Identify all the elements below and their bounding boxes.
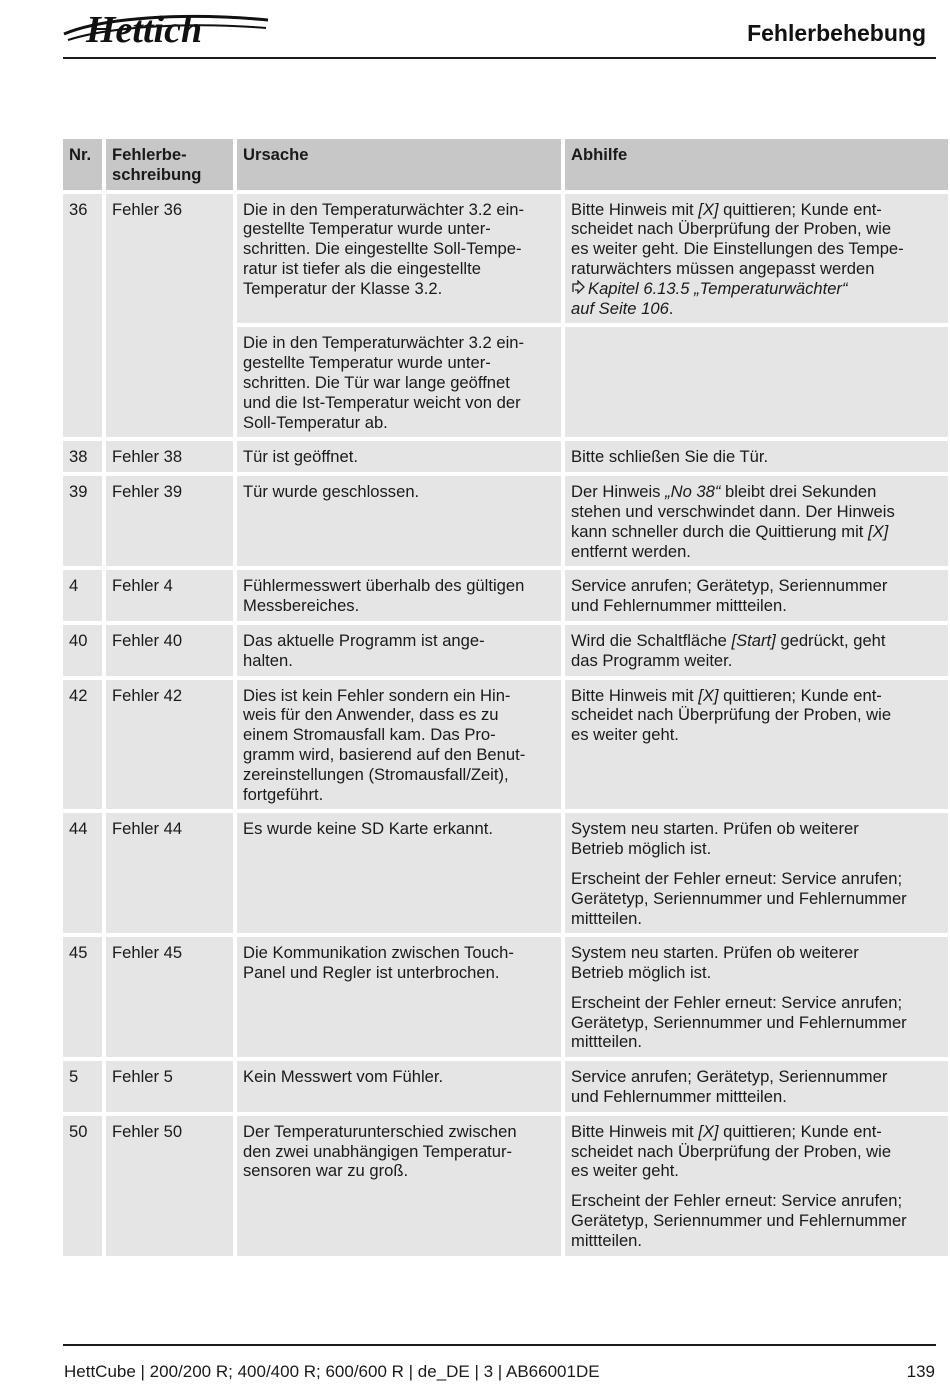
cell-description: Fehler 40	[106, 625, 233, 676]
cell-remedy-empty	[565, 327, 948, 437]
table-row	[63, 194, 948, 324]
table-header-row	[63, 139, 948, 190]
footer-divider	[63, 1344, 936, 1346]
page-section-title: Fehlerbehebung	[747, 20, 926, 46]
header-nr: Nr.	[63, 139, 102, 190]
cell-nr: 36	[63, 194, 102, 438]
cell-nr: 44	[63, 813, 102, 933]
cross-reference-icon	[571, 279, 588, 299]
header-divider	[63, 57, 936, 59]
cell-cause: Die Kommunikation zwischen Touch- Panel und Regler ist unterbrochen.	[237, 937, 561, 1057]
cell-remedy: Wird die Schaltfläche [Start] gedrückt, geht das Programm weiter.	[565, 625, 948, 676]
hettich-logo	[62, 4, 272, 48]
footer-document-info: HettCube | 200/200 R; 400/400 R; 600/600 R | de_DE | 3 | AB66001DE	[64, 1362, 600, 1381]
cell-description: Fehler 36	[106, 194, 233, 438]
cell-description: Fehler 42	[106, 680, 233, 810]
cell-nr: 38	[63, 441, 102, 472]
cell-cause: Die in den Temperaturwächter 3.2 ein- gestellte Temperatur wurde unter- schritten. Die eingestellte Soll-Tempe- ratur ist tiefer als die eingestellte Temperatur der Klasse 3.2.	[237, 194, 561, 324]
cell-remedy: Bitte Hinweis mit [X] quittieren; Kunde ent- scheidet nach Überprüfung der Proben, wie es weiter geht.	[565, 680, 948, 810]
cell-cause: Tür ist geöffnet.	[237, 441, 561, 472]
cross-reference-page[interactable]: auf Seite 106	[571, 298, 669, 318]
cell-remedy: Bitte schließen Sie die Tür.	[565, 441, 948, 472]
page-number: 139	[906, 1362, 935, 1381]
cell-remedy: Service anrufen; Gerätetyp, Seriennummer und Fehlernummer mittteilen.	[565, 1061, 948, 1112]
cell-cause: Kein Messwert vom Fühler.	[237, 1061, 561, 1112]
table-row	[63, 570, 948, 621]
cell-description: Fehler 44	[106, 813, 233, 933]
table-row	[63, 625, 948, 676]
cell-description: Fehler 39	[106, 476, 233, 566]
cell-cause: Es wurde keine SD Karte erkannt.	[237, 813, 561, 933]
table-row	[63, 937, 948, 1057]
header-cause: Ursache	[237, 139, 561, 190]
cell-remedy: System neu starten. Prüfen ob weiterer Betrieb möglich ist. Erscheint der Fehler erneut: Service anrufen; Gerätetyp, Seriennummer und Fehlernummer mittteilen.	[565, 937, 948, 1057]
header-remedy: Abhilfe	[565, 139, 948, 190]
logo-wordmark: Hettich	[86, 9, 203, 48]
table-row	[63, 1061, 948, 1112]
table-row	[63, 1116, 948, 1256]
header-description	[106, 139, 233, 190]
cell-cause: Tür wurde geschlossen.	[237, 476, 561, 566]
cell-nr: 40	[63, 625, 102, 676]
cell-cause: Das aktuelle Programm ist ange- halten.	[237, 625, 561, 676]
cell-description: Fehler 38	[106, 441, 233, 472]
cell-nr: 45	[63, 937, 102, 1057]
cell-cause: Der Temperaturunterschied zwischen den zwei unabhängigen Temperatur- sensoren war zu groß.	[237, 1116, 561, 1256]
cell-remedy: Service anrufen; Gerätetyp, Seriennummer und Fehlernummer mittteilen.	[565, 570, 948, 621]
cell-cause: Fühlermesswert überhalb des gültigen Messbereiches.	[237, 570, 561, 621]
cell-cause: Dies ist kein Fehler sondern ein Hin- weis für den Anwender, dass es zu einem Stromausfall kam. Das Pro- gramm wird, basierend auf den Benut- zereinstellungen (Stromausfall/Zeit), fortgeführt.	[237, 680, 561, 810]
cell-description: Fehler 45	[106, 937, 233, 1057]
cell-remedy: Bitte Hinweis mit [X] quittieren; Kunde ent- scheidet nach Überprüfung der Proben, wie es weiter geht. Erscheint der Fehler erneut: Service anrufen; Gerätetyp, Seriennummer und Fehlernummer mittteilen.	[565, 1116, 948, 1256]
error-table	[59, 135, 950, 1260]
cell-nr: 5	[63, 1061, 102, 1112]
cell-nr: 4	[63, 570, 102, 621]
cell-description: Fehler 5	[106, 1061, 233, 1112]
cell-cause: Die in den Temperaturwächter 3.2 ein- gestellte Temperatur wurde unter- schritten. Die Tür war lange geöffnet und die Ist-Temperatur weicht von der Soll-Temperatur ab.	[237, 327, 561, 437]
cell-remedy: Bitte Hinweis mit [X] quittieren; Kunde ent- scheidet nach Überprüfung der Proben, wie es weiter geht. Die Einstellungen des Tempe- raturwächters müssen angepasst werden Kapitel 6.13.5 „Temperaturwächter“ auf Seite 106.	[565, 194, 948, 324]
cell-description: Fehler 4	[106, 570, 233, 621]
table-row	[63, 813, 948, 933]
table-row	[63, 680, 948, 810]
cell-remedy: System neu starten. Prüfen ob weiterer Betrieb möglich ist. Erscheint der Fehler erneut: Service anrufen; Gerätetyp, Seriennummer und Fehlernummer mittteilen.	[565, 813, 948, 933]
table-row	[63, 476, 948, 566]
cell-remedy: Der Hinweis „No 38“ bleibt drei Sekunden stehen und verschwindet dann. Der Hinweis kann schneller durch die Quittierung mit [X] entfernt werden.	[565, 476, 948, 566]
cell-nr: 39	[63, 476, 102, 566]
cell-description: Fehler 50	[106, 1116, 233, 1256]
cell-nr: 42	[63, 680, 102, 810]
cell-nr: 50	[63, 1116, 102, 1256]
table-row	[63, 441, 948, 472]
header-description-text: Fehlerbe- schreibung	[112, 145, 202, 184]
cross-reference-link[interactable]: Kapitel 6.13.5 „Temperaturwächter“	[588, 278, 848, 298]
